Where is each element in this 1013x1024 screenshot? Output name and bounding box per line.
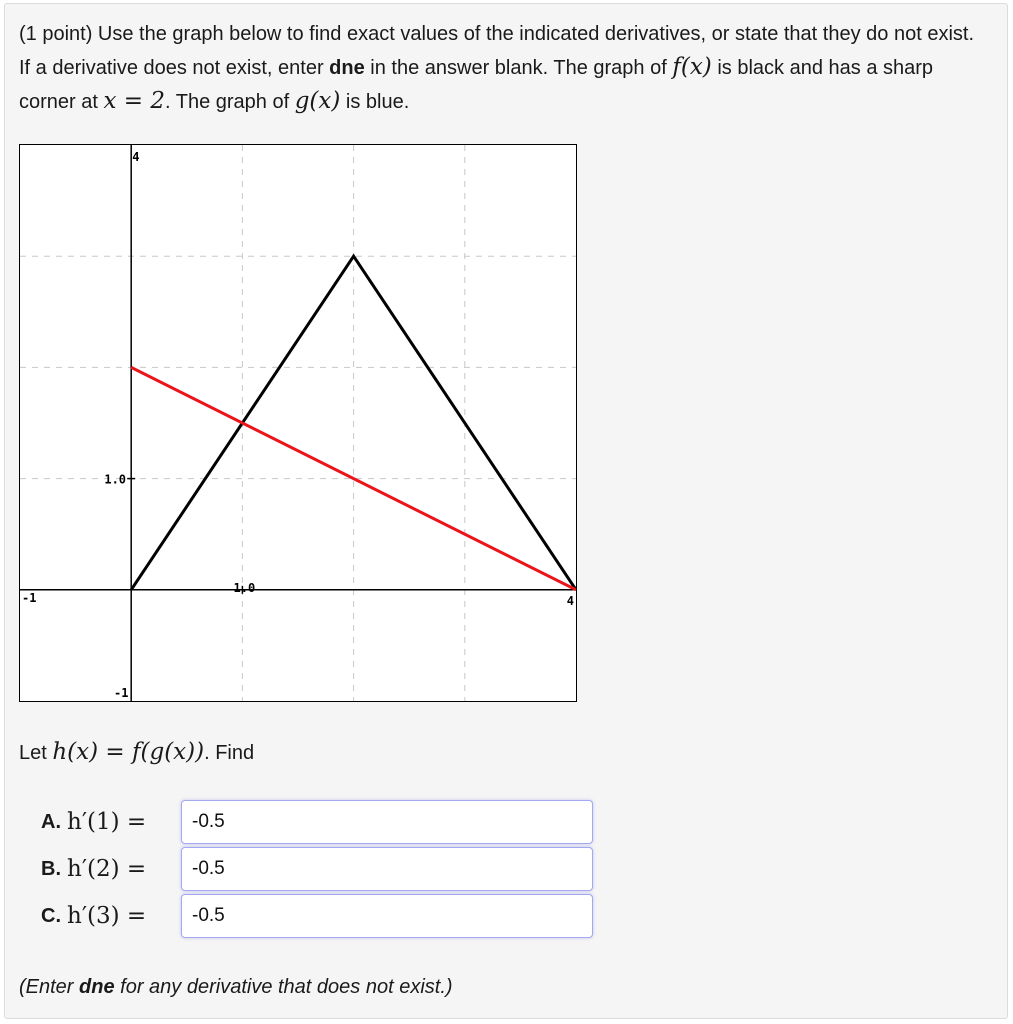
dne-keyword: dne xyxy=(329,57,365,79)
answer-expr-c: h′(3) = xyxy=(67,903,147,929)
answer-input-b[interactable] xyxy=(181,847,593,891)
answer-row-a xyxy=(41,800,601,844)
points-label: (1 point) xyxy=(19,23,93,45)
intro-text-4: . The graph of xyxy=(164,91,295,113)
x-tick-label-left: -1 xyxy=(22,590,37,605)
dne-instruction-note xyxy=(19,976,453,999)
x-equals-2-math: x = 2 xyxy=(103,88,165,114)
note-prefix: (Enter xyxy=(19,976,80,998)
answer-letter-b: B. xyxy=(41,857,61,880)
let-definition xyxy=(19,732,254,773)
note-suffix: for any derivative that does not exist.) xyxy=(114,976,453,998)
intro-text-3: is black and has a sharp corner at xyxy=(19,57,934,113)
answer-letter-a: A. xyxy=(41,810,61,833)
f-of-x-math: f(x) xyxy=(672,54,712,80)
x-tick-label-right: 4 xyxy=(566,593,574,608)
problem-container xyxy=(4,3,1008,1019)
x-tick-label-mid: 1.0 xyxy=(233,580,256,595)
answer-expr-b: h′(2) = xyxy=(67,856,147,882)
let-prefix: Let xyxy=(19,742,53,764)
answer-letter-c: C. xyxy=(41,904,61,927)
graph-canvas xyxy=(20,145,576,701)
answer-input-c[interactable] xyxy=(181,894,593,938)
y-tick-label-mid: 1.0 xyxy=(104,472,127,487)
intro-text-2: in the answer blank. The graph of xyxy=(364,57,673,79)
answer-row-c xyxy=(41,894,601,938)
answer-input-a[interactable] xyxy=(181,800,593,844)
answer-expr-a: h′(1) = xyxy=(67,809,147,835)
note-dne-keyword: dne xyxy=(79,976,115,998)
problem-statement xyxy=(19,18,989,119)
intro-text-5: is blue. xyxy=(340,91,410,113)
intro-text-1: Use the graph below to find exact values of the indicated derivatives, or state that they do not exist. If a derivative does not exist, enter xyxy=(19,23,974,79)
let-suffix: . Find xyxy=(204,742,255,764)
g-of-x-math: g(x) xyxy=(294,88,341,114)
h-definition-math: h(x) = f(g(x)) xyxy=(52,739,205,765)
answer-row-b xyxy=(41,847,601,891)
y-tick-label-bottom: -1 xyxy=(113,686,129,700)
function-graph xyxy=(19,144,577,702)
y-tick-label-top: 4 xyxy=(132,150,140,164)
